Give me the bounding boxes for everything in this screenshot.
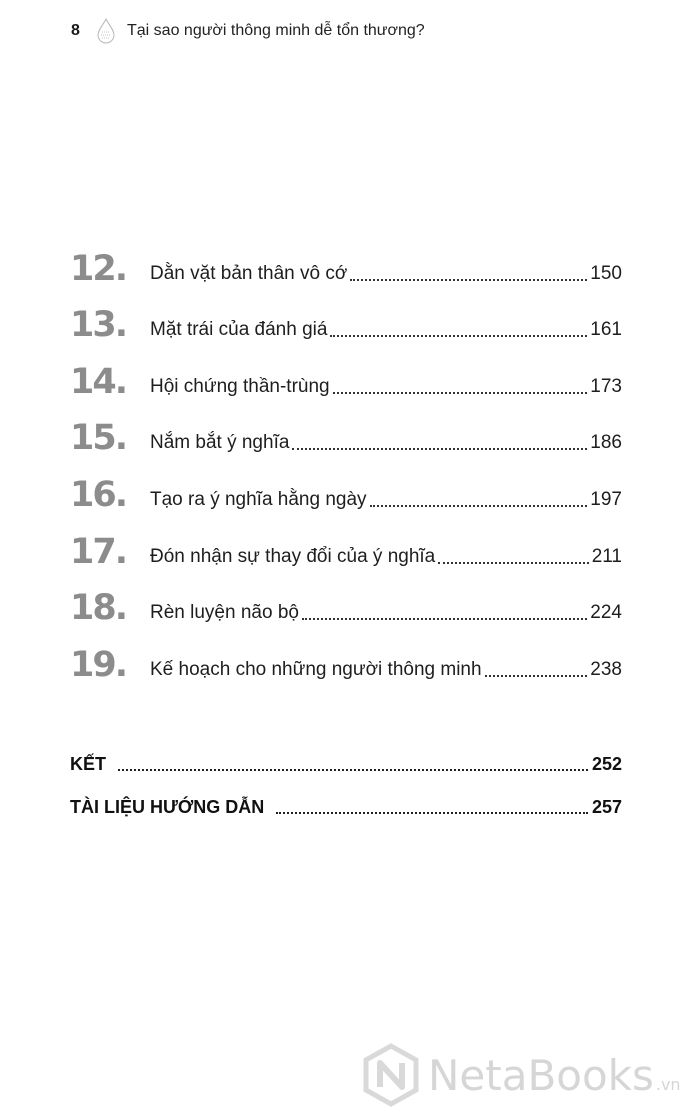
toc-entry-references[interactable] xyxy=(70,785,622,828)
chapter-number: 17. xyxy=(70,531,127,572)
chapter-page: 150 xyxy=(590,262,622,284)
chapter-page: 186 xyxy=(590,432,622,454)
chapter-page: 224 xyxy=(590,602,622,624)
back-matter-page: 252 xyxy=(591,754,622,774)
toc-entry-14[interactable] xyxy=(70,349,622,406)
chapter-number: 19. xyxy=(70,644,127,685)
toc-entry-13[interactable] xyxy=(70,293,622,350)
dot-leader xyxy=(485,675,588,677)
chapter-number: 12. xyxy=(70,248,127,289)
chapter-number: 15. xyxy=(70,418,127,459)
chapter-title: Tạo ra ý nghĩa hằng ngày xyxy=(150,488,367,510)
netabooks-logo-icon xyxy=(362,1043,420,1107)
chapter-number: 16. xyxy=(70,474,127,515)
dot-leader xyxy=(438,562,588,564)
back-matter-list xyxy=(70,742,622,828)
chapter-page: 197 xyxy=(590,488,622,510)
dot-leader xyxy=(276,812,588,814)
watermark-suffix: .vn xyxy=(655,1075,681,1094)
chapter-page: 211 xyxy=(591,545,622,567)
dot-leader xyxy=(302,618,587,620)
toc-entry-12[interactable] xyxy=(70,236,622,293)
dot-leader xyxy=(350,279,587,281)
chapter-page: 173 xyxy=(590,375,622,397)
chapter-number: 14. xyxy=(70,361,127,402)
chapter-title: Hội chứng thần-trùng xyxy=(150,375,330,397)
dot-leader xyxy=(370,505,588,507)
back-matter-title: KẾT xyxy=(70,754,106,774)
page-number: 8 xyxy=(71,22,80,39)
chapter-page: 161 xyxy=(590,319,622,341)
netabooks-watermark xyxy=(362,1042,681,1108)
chapter-number: 13. xyxy=(70,305,127,346)
toc-entry-17[interactable] xyxy=(70,519,622,576)
toc-entry-19[interactable] xyxy=(70,632,622,689)
chapter-title: Đón nhận sự thay đổi của ý nghĩa xyxy=(150,545,436,567)
chapter-title: Mặt trái của đánh giá xyxy=(150,319,328,341)
toc-entry-16[interactable] xyxy=(70,462,622,519)
toc-entry-18[interactable] xyxy=(70,576,622,633)
book-title: Tại sao người thông minh dễ tổn thương? xyxy=(127,22,425,39)
publisher-drop-logo-icon xyxy=(95,18,117,44)
page-header xyxy=(71,18,425,44)
chapter-title: Rèn luyện não bộ xyxy=(150,602,299,624)
chapter-title: Kế hoạch cho những người thông minh xyxy=(150,658,482,680)
chapter-page: 238 xyxy=(590,658,622,680)
chapter-number: 18. xyxy=(70,588,127,629)
back-matter-title: TÀI LIỆU HƯỚNG DẪN xyxy=(70,797,265,817)
dot-leader xyxy=(330,335,587,337)
toc-entry-ket[interactable] xyxy=(70,742,622,785)
back-matter-page: 257 xyxy=(591,797,622,817)
dot-leader xyxy=(333,392,588,394)
dot-leader xyxy=(118,769,588,771)
table-of-contents xyxy=(70,236,622,689)
dot-leader xyxy=(292,448,587,450)
chapter-title: Dằn vặt bản thân vô cớ xyxy=(150,262,348,284)
watermark-brand: NetaBooks xyxy=(428,1050,654,1100)
chapter-title: Nắm bắt ý nghĩa xyxy=(150,432,290,454)
toc-entry-15[interactable] xyxy=(70,406,622,463)
